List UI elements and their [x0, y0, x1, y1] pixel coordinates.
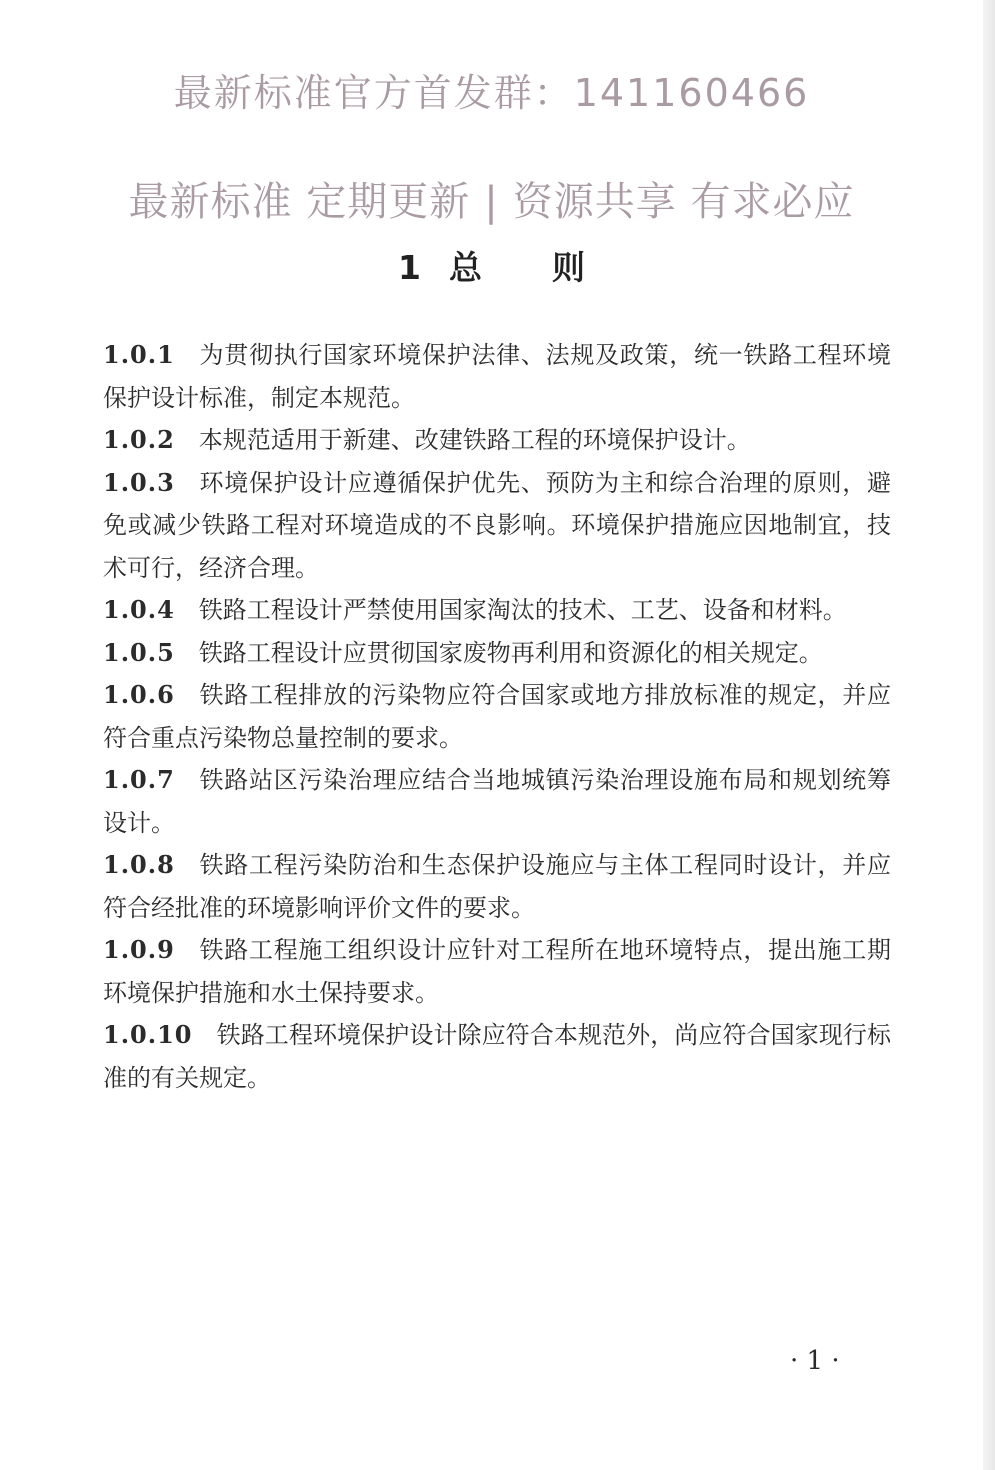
- watermark-slogan-right: 资源共享 有求必应: [512, 179, 855, 225]
- clause-1-0-7: [103, 759, 891, 844]
- clause-1-0-2: [103, 419, 891, 462]
- clause-number: 1.0.8: [103, 850, 175, 879]
- clause-number: 1.0.6: [103, 680, 175, 709]
- watermark-separator: |: [484, 179, 499, 225]
- clause-text: 为贯彻执行国家环境保护法律、法规及政策，统一铁路工程环境保护设计标准，制定本规范。: [103, 341, 891, 412]
- page-edge: [983, 0, 995, 1470]
- clause-1-0-3: [103, 462, 891, 590]
- clause-1-0-6: [103, 674, 891, 759]
- clause-text: 铁路工程施工组织设计应针对工程所在地环境特点，提出施工期环境保护措施和水土保持要求。: [103, 936, 891, 1007]
- clause-number: 1.0.2: [103, 425, 175, 454]
- clause-1-0-5: [103, 632, 891, 675]
- clause-number: 1.0.9: [103, 935, 175, 964]
- clause-1-0-9: [103, 929, 891, 1014]
- clause-1-0-8: [103, 844, 891, 929]
- clause-number: 1.0.10: [103, 1020, 193, 1049]
- clause-text: 铁路工程环境保护设计除应符合本规范外，尚应符合国家现行标准的有关规定。: [103, 1021, 891, 1092]
- clause-list: [103, 334, 891, 1099]
- clause-text: 铁路工程排放的污染物应符合国家或地方排放标准的规定，并应符合重点污染物总量控制的要求。: [103, 681, 891, 752]
- clause-text: 铁路站区污染治理应结合当地城镇污染治理设施布局和规划统筹设计。: [103, 766, 891, 837]
- clause-text: 本规范适用于新建、改建铁路工程的环境保护设计。: [198, 426, 751, 454]
- chapter-title-char-2: 则: [551, 248, 585, 287]
- watermark-slogan-left: 最新标准 定期更新: [128, 179, 471, 225]
- clause-text: 铁路工程设计严禁使用国家淘汰的技术、工艺、设备和材料。: [198, 596, 847, 624]
- clause-number: 1.0.7: [103, 765, 175, 794]
- clause-1-0-10: [103, 1014, 891, 1099]
- clause-number: 1.0.1: [103, 340, 175, 369]
- clause-number: 1.0.4: [103, 595, 175, 624]
- clause-number: 1.0.5: [103, 637, 175, 667]
- clause-text: 铁路工程设计应贯彻国家废物再利用和资源化的相关规定。: [198, 638, 823, 667]
- chapter-title: [0, 242, 983, 289]
- clause-number: 1.0.3: [103, 467, 175, 497]
- clause-1-0-4: [103, 589, 891, 632]
- chapter-number: 1: [398, 248, 421, 287]
- clause-1-0-1: [103, 334, 891, 419]
- watermark-slogan-line: [0, 170, 983, 227]
- clause-text: 铁路工程污染防治和生态保护设施应与主体工程同时设计，并应符合经批准的环境影响评价文件的要求。: [103, 851, 891, 922]
- chapter-title-char-1: 总: [448, 248, 482, 287]
- clause-text: 环境保护设计应遵循保护优先、预防为主和综合治理的原则，避免或减少铁路工程对环境造成的不良影响。环境保护措施应因地制宜，技术可行，经济合理。: [103, 468, 891, 582]
- page-number: · 1 ·: [790, 1346, 840, 1376]
- watermark-group-line: 最新标准官方首发群：141160466: [173, 71, 810, 115]
